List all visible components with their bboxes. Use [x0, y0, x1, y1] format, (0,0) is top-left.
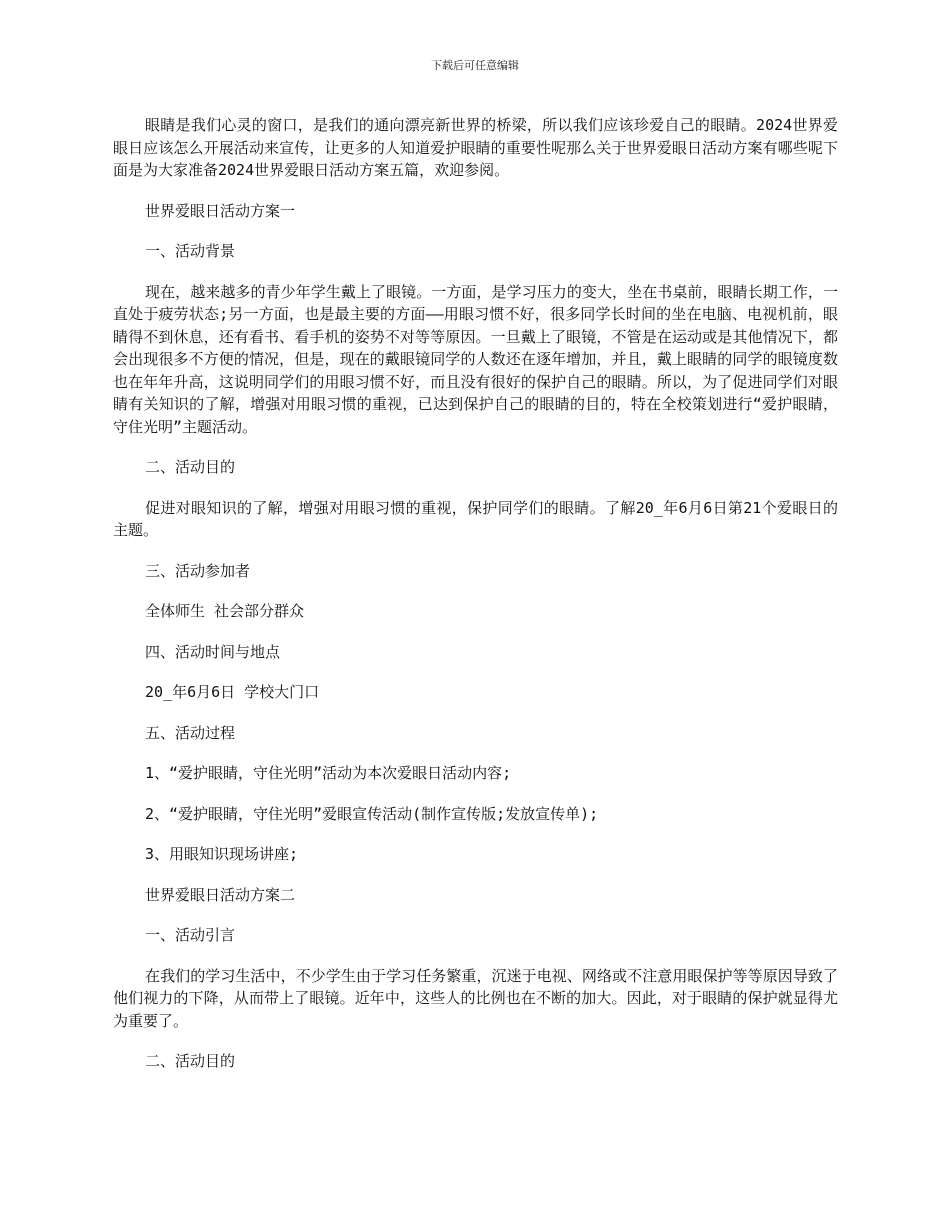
plan1-participants-text: 全体师生 社会部分群众	[145, 602, 305, 620]
page-header-note: 下载后可任意编辑	[431, 59, 519, 72]
document-body	[113, 114, 838, 1091]
plan1-background-heading: 一、活动背景	[145, 242, 236, 260]
plan2-intro-heading: 一、活动引言	[145, 926, 236, 944]
plan2-purpose-heading: 二、活动目的	[145, 1052, 236, 1070]
plan1-process-item: 3、用眼知识现场讲座;	[145, 845, 299, 863]
plan1-background-text: 现在，越来越多的青少年学生戴上了眼镜。一方面，是学习压力的变大，坐在书桌前，眼睛长期工作，一直处于疲劳状态;另一方面，也是最主要的方面——用眼习惯不好，很多同学长时间的坐在电脑、电视机前，眼睛得不到休息，还有看书、看手机的姿势不对等等原因。一旦戴上了眼镜，不管是在运动或是其他情况下，都会出现很多不方便的情况，但是，现在的戴眼镜同学的人数还在逐年增加，并且，戴上眼睛的同学的眼镜度数也在年年升高，这说明同学们的用眼习惯不好，而且没有很好的保护自己的眼睛。所以，为了促进同学们对眼睛有关知识的了解，增强对用眼习惯的重视，已达到保护自己的眼睛的目的，特在全校策划进行“爱护眼睛，守住光明”主题活动。	[113, 282, 838, 436]
plan1-purpose-heading: 二、活动目的	[145, 458, 236, 476]
plan1-time-place-heading: 四、活动时间与地点	[145, 642, 281, 661]
plan1-process-heading: 五、活动过程	[145, 723, 236, 742]
plan1-process-item: 2、“爱护眼睛，守住光明”爱眼宣传活动(制作宣传版;发放宣传单);	[145, 804, 599, 823]
intro-paragraph: 眼睛是我们心灵的窗口，是我们的通向漂亮新世界的桥梁，所以我们应该珍爱自己的眼睛。2024世界爱眼日应该怎么开展活动来宣传，让更多的人知道爱护眼睛的重要性呢那么关于世界爱眼日活动方案有哪些呢下面是为大家准备2024世界爱眼日活动方案五篇，欢迎参阅。	[113, 116, 838, 179]
plan1-participants-heading: 三、活动参加者	[145, 561, 251, 580]
plan1-process-item: 1、“爱护眼睛，守住光明”活动为本次爱眼日活动内容;	[145, 764, 512, 782]
plan1-time-place-text: 20_年6月6日 学校大门口	[145, 683, 320, 701]
plan2-title: 世界爱眼日活动方案二	[145, 885, 296, 904]
plan2-intro-text: 在我们的学习生活中，不少学生由于学习任务繁重，沉迷于电视、网络或不注意用眼保护等等原因导致了他们视力的下降，从而带上了眼镜。近年中，这些人的比例也在不断的加大。因此，对于眼睛的保护就显得尤为重要了。	[113, 966, 838, 1030]
plan1-title: 世界爱眼日活动方案一	[145, 201, 296, 220]
plan1-purpose-text: 促进对眼知识的了解，增强对用眼习惯的重视，保护同学们的眼睛。了解20_年6月6日第21个爱眼日的主题。	[113, 498, 838, 539]
